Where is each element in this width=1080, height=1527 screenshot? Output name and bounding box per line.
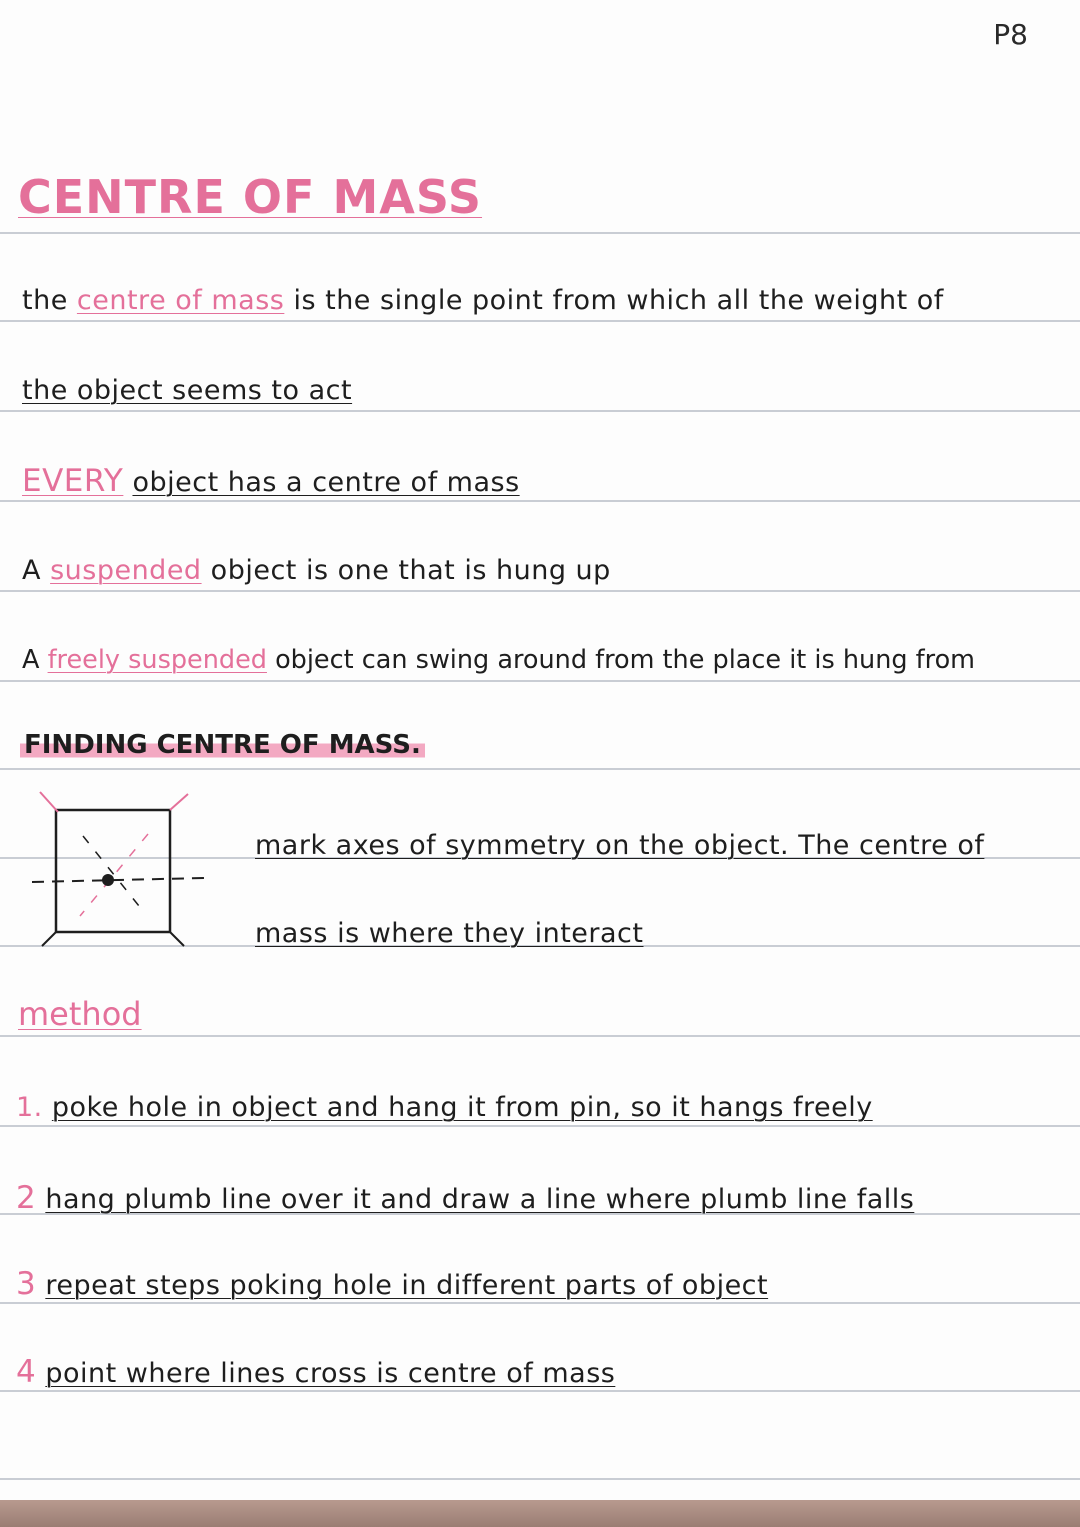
ruled-line — [0, 768, 1080, 770]
horizontal-axis-line — [32, 878, 204, 882]
method-label: method — [18, 995, 142, 1033]
suspended-line — [22, 555, 611, 586]
every-text: object has a centre of mass — [132, 467, 520, 498]
suspended-text: object is one that is hung up — [210, 555, 611, 586]
freely-text: object can swing around from the place it is hung from — [275, 645, 976, 675]
step-text: repeat steps poking hole in different parts of object — [45, 1270, 769, 1301]
centre-of-mass-dot — [102, 874, 114, 886]
symmetry-text-line-1: mark axes of symmetry on the object. The centre of — [255, 830, 985, 861]
suspended-term: suspended — [50, 555, 202, 586]
object-square — [56, 810, 170, 932]
definition-text: is the single point from which all the weight of — [293, 285, 944, 316]
step-number: 3 — [16, 1266, 37, 1302]
centre-of-mass-term: centre of mass — [76, 285, 285, 316]
ruled-line — [0, 680, 1080, 682]
symmetry-text-line-2: mass is where they interact — [255, 918, 644, 949]
ruled-line — [0, 1035, 1080, 1037]
step-number: 1. — [16, 1092, 43, 1123]
every-emphasis: EVERY — [22, 463, 124, 499]
diagonal-axis-line — [83, 836, 143, 911]
ruled-line — [0, 500, 1080, 502]
symmetry-diagram — [28, 786, 208, 956]
ruled-line — [0, 232, 1080, 234]
method-step — [16, 1180, 914, 1216]
step-text: poke hole in object and hang it from pin, so it hangs freely — [51, 1092, 873, 1123]
method-step — [16, 1354, 615, 1390]
ruled-line — [0, 320, 1080, 322]
step-text: hang plumb line over it and draw a line where plumb line falls — [45, 1184, 915, 1215]
ruled-line — [0, 1125, 1080, 1127]
diagonal-axis-line — [40, 792, 58, 812]
definition-line-2: the object seems to act — [22, 375, 353, 406]
diagonal-axis-line — [170, 932, 184, 946]
suspended-prefix: A — [22, 555, 41, 586]
method-step — [16, 1092, 873, 1123]
freely-prefix: A — [22, 645, 40, 675]
page-number: P8 — [993, 18, 1028, 51]
method-step — [16, 1266, 768, 1302]
page-title: CENTRE OF MASS — [18, 170, 483, 224]
finding-centre-heading: FINDING CENTRE OF MASS. — [20, 730, 425, 760]
ruled-line — [0, 1390, 1080, 1392]
freely-suspended-term: freely suspended — [47, 645, 267, 675]
diagonal-axis-line — [170, 794, 188, 810]
diagonal-axis-line — [42, 932, 56, 946]
definition-line-1 — [22, 285, 944, 316]
freely-suspended-line — [22, 645, 975, 675]
ruled-line — [0, 1478, 1080, 1480]
table-surface-edge — [0, 1500, 1080, 1527]
ruled-line — [0, 590, 1080, 592]
step-number: 2 — [16, 1180, 37, 1216]
ruled-line — [0, 1302, 1080, 1304]
every-object-line — [22, 463, 520, 499]
definition-prefix: the — [22, 285, 68, 316]
step-number: 4 — [16, 1354, 37, 1390]
step-text: point where lines cross is centre of mass — [45, 1358, 616, 1389]
ruled-line — [0, 410, 1080, 412]
